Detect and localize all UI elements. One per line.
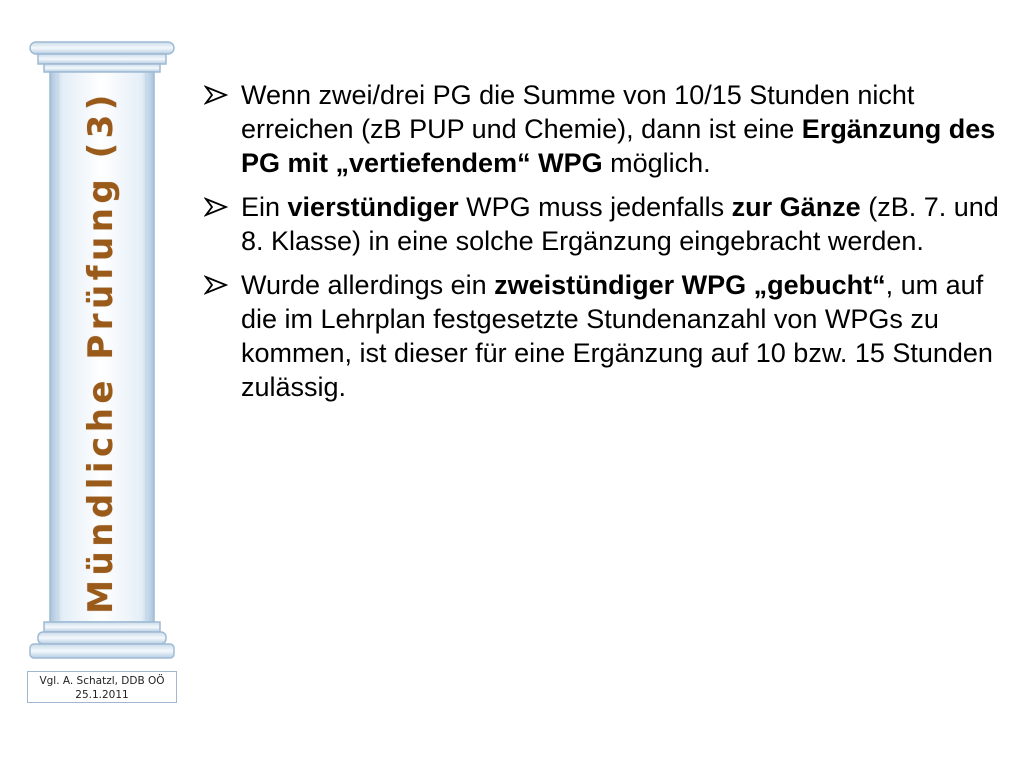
bullet-text-bold: Ergänzung des PG mit „vertiefendem“ WPG <box>241 114 996 178</box>
source-line-2: 25.1.2011 <box>75 689 129 701</box>
bullet-text-segment: WPG muss jedenfalls <box>458 192 732 222</box>
bullet-item <box>196 78 1012 180</box>
arrow-outline-icon <box>204 197 228 217</box>
bullet-text-segment: Ein <box>241 192 288 222</box>
bullet-list <box>196 78 1012 414</box>
bullet-text-segment: möglich. <box>602 148 711 178</box>
arrow-outline-icon <box>204 85 228 105</box>
bullet-item <box>196 268 1012 404</box>
bullet-text-segment: Wurde allerdings ein <box>241 270 495 300</box>
bullet-text <box>241 80 995 178</box>
bullet-text-bold: zur Gänze <box>731 192 861 222</box>
bullet-text-bold: zweistündiger WPG „gebucht“ <box>494 270 886 300</box>
arrow-outline-icon <box>204 275 228 295</box>
bullet-text <box>241 192 999 256</box>
vertical-title: Mündliche Prüfung (3) <box>81 90 121 614</box>
bullet-item <box>196 190 1012 258</box>
bullet-text-segment: Wenn zwei/drei PG die Summe von 10/15 Stunden nicht erreichen (zB PUP und Chemie), dann ist eine <box>241 80 915 144</box>
bullet-text <box>241 270 993 402</box>
bullet-text-segment: (zB. 7. und 8. Klasse) in eine solche Ergänzung eingebracht werden. <box>241 192 999 256</box>
source-note <box>27 671 177 703</box>
bullet-text-bold: vierstündiger <box>287 192 459 222</box>
bullet-text-segment: , um auf die im Lehrplan festgesetzte Stundenanzahl von WPGs zu kommen, ist dieser für eine Ergänzung auf 10 bzw. 15 Stunden zulässig. <box>241 270 993 402</box>
source-line-1: Vgl. A. Schatzl, DDB OÖ <box>39 675 165 687</box>
